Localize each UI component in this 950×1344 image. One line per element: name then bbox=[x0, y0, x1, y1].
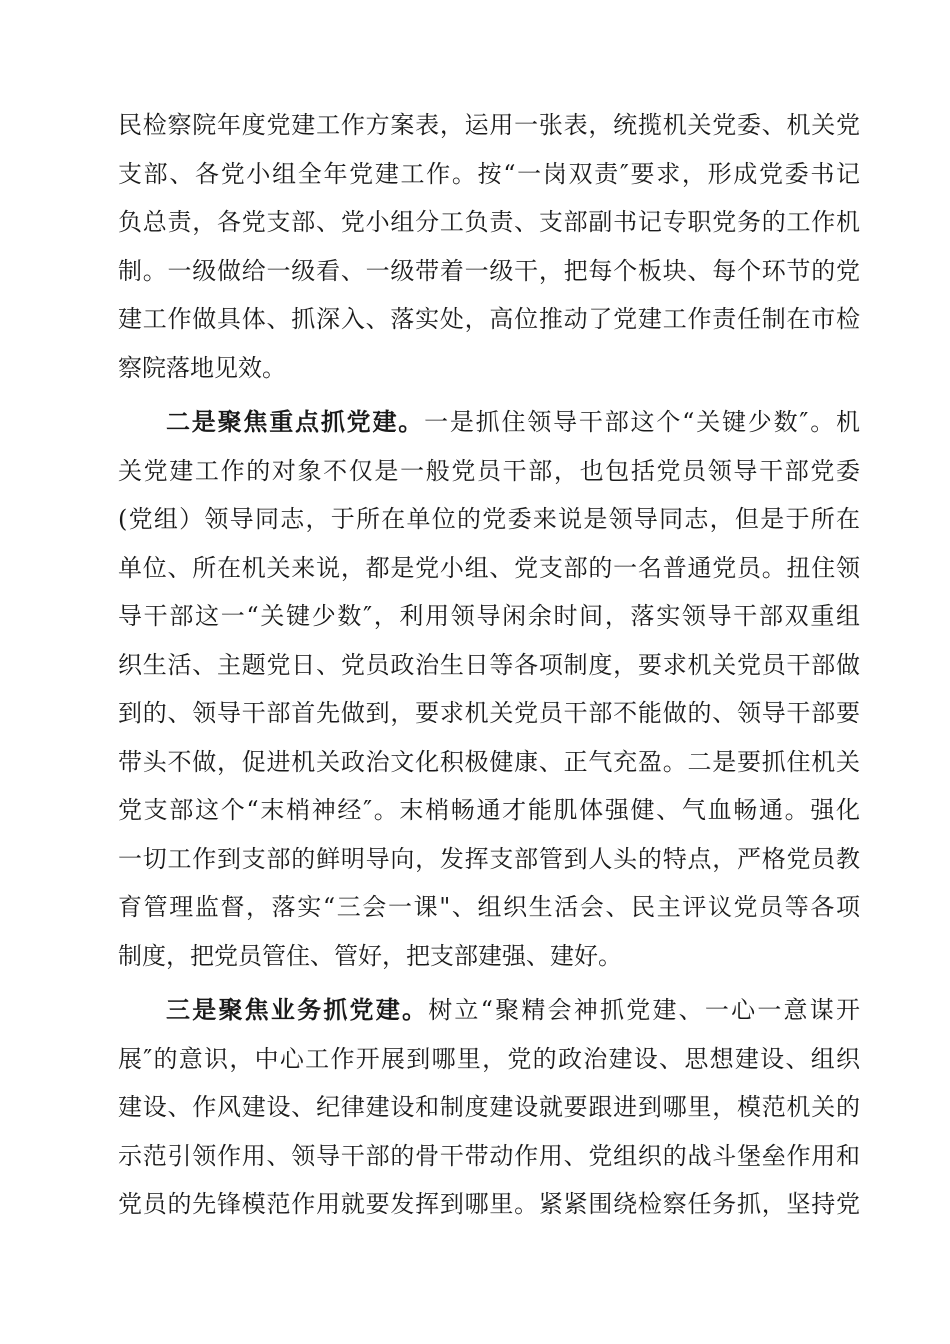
text-line: (党组）领导同志，于所在单位的党委来说是领导同志，但是于所在 bbox=[118, 505, 860, 533]
text-line: 察院落地见效。 bbox=[118, 353, 286, 382]
text-line: 织生活、主题党日、党员政治生日等各项制度，要求机关党员干部做 bbox=[118, 650, 860, 679]
text-line-first bbox=[118, 398, 860, 447]
text-run: 树立“聚精会神抓党建、一心一意谋开 bbox=[428, 996, 860, 1024]
text-line: 民检察院年度党建工作方案表，运用一张表，统揽机关党委、机关党 bbox=[118, 111, 860, 139]
text-line: 建设、作风建设、纪律建设和制度建设就要跟进到哪里，模范机关的 bbox=[118, 1093, 860, 1121]
text-line: 示范引领作用、领导干部的骨干带动作用、党组织的战斗堡垒作用和 bbox=[118, 1141, 860, 1170]
text-line: 一切工作到支部的鲜明导向，发挥支部管到人头的特点，严格党员教 bbox=[118, 844, 860, 873]
text-line: 制度，把党员管住、管好，把支部建强、建好。 bbox=[118, 941, 622, 970]
text-line: 负总责，各党支部、党小组分工负责、支部副书记专职党务的工作机 bbox=[118, 208, 860, 236]
text-line: 到的、领导干部首先做到，要求机关党员干部不能做的、领导干部要 bbox=[118, 699, 860, 727]
text-line: 制。一级做给一级看、一级带着一级干，把每个板块、每个环节的党 bbox=[118, 256, 860, 285]
text-line: 展″的意识，中心工作开展到哪里，党的政治建设、思想建设、组织 bbox=[118, 1044, 860, 1073]
text-line: 关党建工作的对象不仅是一般党员干部，也包括党员领导干部党委 bbox=[118, 456, 860, 485]
text-line: 育管理监督，落实“三会一课"、组织生活会、民主评议党员等各项 bbox=[118, 893, 860, 921]
paragraph-heading: 三是聚焦业务抓党建。 bbox=[166, 995, 429, 1024]
text-line: 带头不做，促进机关政治文化积极健康、正气充盈。二是要抓住机关 bbox=[118, 747, 860, 776]
paragraph-3 bbox=[118, 986, 860, 1229]
text-line: 党员的先锋模范作用就要发挥到哪里。紧紧围绕检察任务抓，坚持党 bbox=[118, 1190, 860, 1218]
text-line: 支部、各党小组全年党建工作。按“一岗双责″要求，形成党委书记 bbox=[118, 159, 860, 188]
paragraph-2 bbox=[118, 398, 860, 980]
document-body bbox=[118, 101, 860, 1229]
paragraph-heading: 二是聚焦重点抓党建。 bbox=[166, 407, 425, 436]
text-run: 一是抓住领导干部这个“关键少数″。机 bbox=[424, 408, 861, 436]
text-line: 导干部这一“关键少数″，利用领导闲余时间，落实领导干部双重组 bbox=[118, 602, 860, 630]
paragraph-1 bbox=[118, 101, 860, 392]
text-line-first bbox=[118, 986, 860, 1035]
text-line: 单位、所在机关来说，都是党小组、党支部的一名普通党员。扭住领 bbox=[118, 553, 860, 582]
text-line: 建工作做具体、抓深入、落实处，高位推动了党建工作责任制在市检 bbox=[118, 305, 860, 333]
text-line: 党支部这个“末梢神经″。末梢畅通才能肌体强健、气血畅通。强化 bbox=[118, 796, 860, 824]
